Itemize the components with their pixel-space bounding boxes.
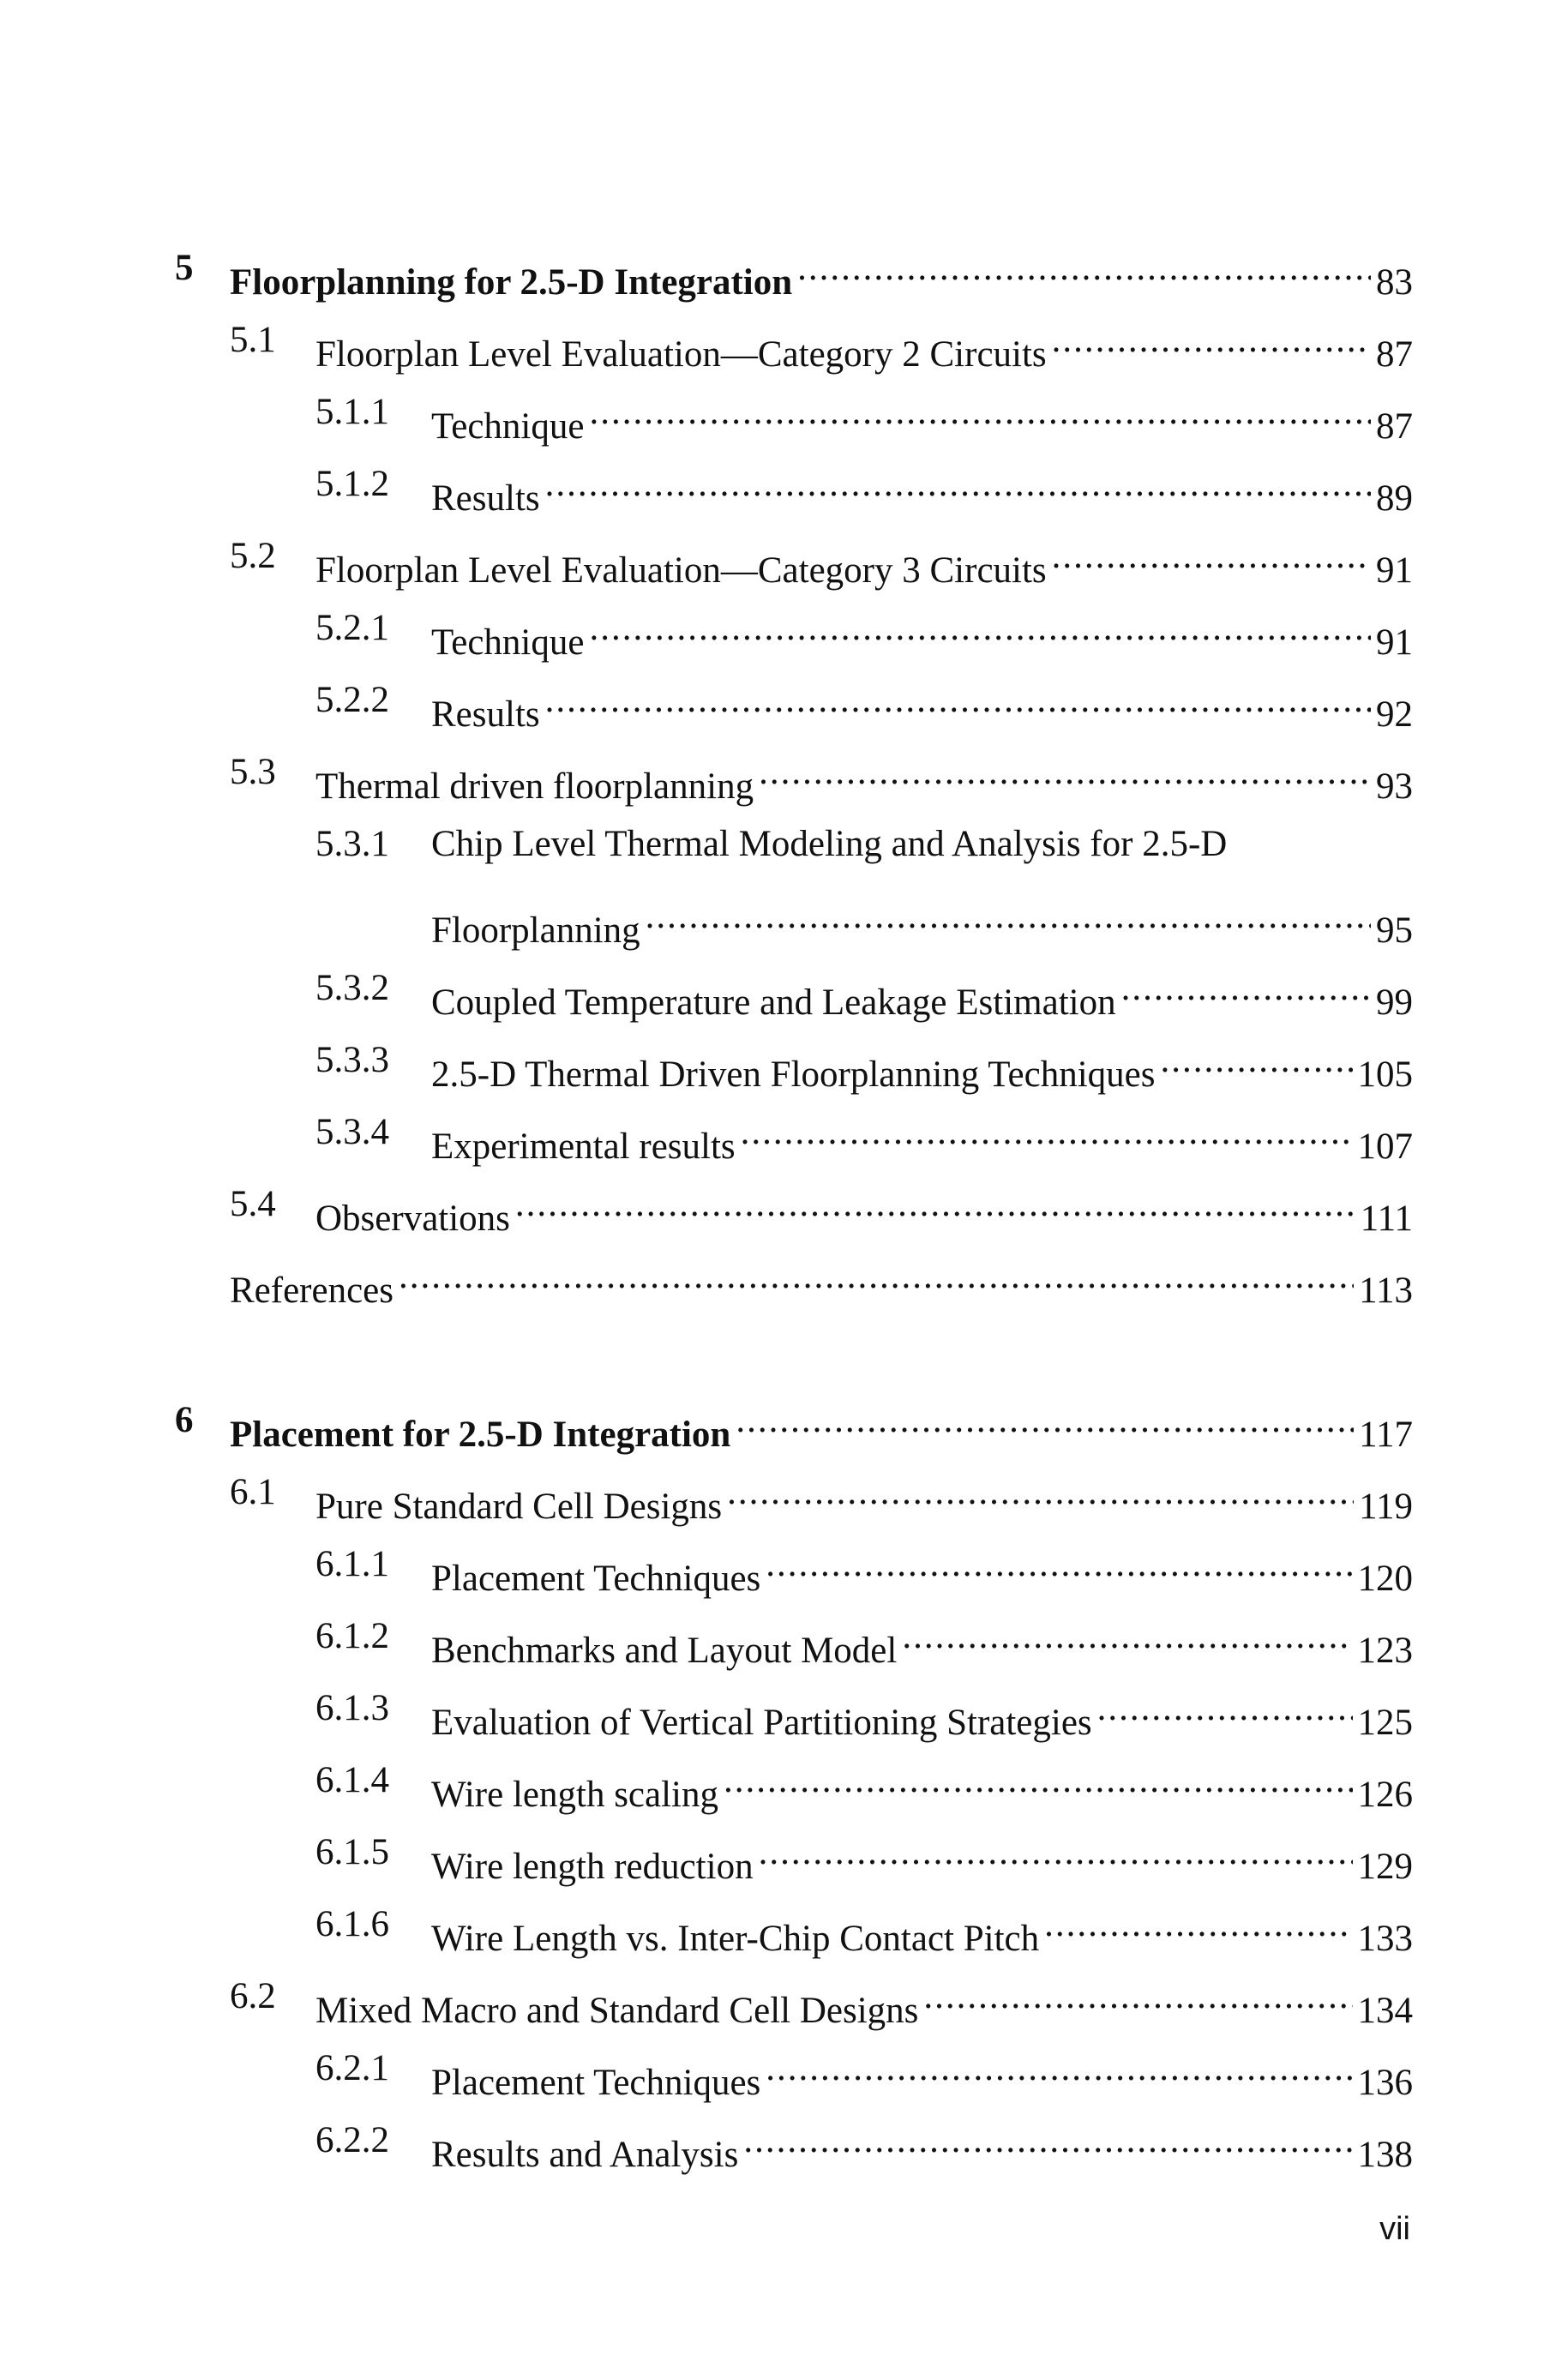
- toc-chapter-6-title: Placement for 2.5-D Integration: [230, 1415, 731, 1455]
- toc-entry-page: 105: [1357, 1054, 1413, 1095]
- toc-leader-dots: [1044, 1899, 1352, 1950]
- toc-entry-title: Wire Length vs. Inter-Chip Contact Pitch: [431, 1919, 1040, 1959]
- toc-entry-6-1[interactable]: [230, 1467, 1413, 1527]
- toc-leader-dots: [759, 747, 1371, 798]
- toc-entry-5-1-1[interactable]: [315, 387, 1413, 447]
- toc-leader-dots: [589, 387, 1371, 438]
- toc-entry-5-1-2[interactable]: [315, 459, 1413, 519]
- toc-leader-dots: [1160, 1035, 1352, 1086]
- toc-entry-number: 6.1: [230, 1472, 276, 1512]
- toc-entry-title: Floorplan Level Evaluation—Category 2 Circuits: [315, 334, 1047, 375]
- toc-entry-title: Floorplan Level Evaluation—Category 3 Circuits: [315, 550, 1047, 591]
- toc-leader-dots: [727, 1467, 1354, 1518]
- toc-entry-title: Pure Standard Cell Designs: [315, 1487, 723, 1527]
- toc-entry-title: Chip Level Thermal Modeling and Analysis for 2.5-D: [431, 824, 1228, 864]
- toc-entry-6-1-1[interactable]: [315, 1539, 1413, 1599]
- toc-references[interactable]: [230, 1251, 1413, 1311]
- toc-entry-number: 5.2.2: [315, 680, 389, 720]
- toc-chapter-5-title: Floorplanning for 2.5-D Integration: [230, 262, 793, 303]
- toc-entry-5-1[interactable]: [230, 315, 1413, 375]
- toc-entry-title: Observations: [315, 1199, 510, 1239]
- toc-entry-page: 120: [1357, 1559, 1413, 1599]
- toc-entry-page: 133: [1357, 1919, 1413, 1959]
- toc-entry-title: Thermal driven floorplanning: [315, 766, 754, 807]
- toc-entry-title: Results: [431, 478, 540, 519]
- toc-entry-title: Technique: [431, 406, 585, 447]
- toc-entry-number: 5.3: [230, 752, 276, 792]
- toc-leader-dots: [1121, 963, 1371, 1014]
- toc-leader-dots: [399, 1251, 1354, 1302]
- toc-chapter-5[interactable]: [175, 243, 1413, 303]
- toc-entry-6-1-2[interactable]: [315, 1611, 1413, 1671]
- toc-entry-number: 6.1.3: [315, 1688, 389, 1728]
- toc-entry-5-3[interactable]: [230, 747, 1413, 807]
- toc-entry-5-4[interactable]: [230, 1179, 1413, 1239]
- toc-entry-5-3-4[interactable]: [315, 1107, 1413, 1167]
- toc-entry-title: Wire length reduction: [431, 1847, 754, 1887]
- toc-entry-number: 6.2.1: [315, 2048, 389, 2088]
- toc-entry-title: Benchmarks and Layout Model: [431, 1631, 898, 1671]
- toc-leader-dots: [1052, 531, 1371, 582]
- toc-leader-dots: [646, 891, 1371, 942]
- toc-leader-dots: [589, 603, 1371, 654]
- toc-entry-page: 125: [1357, 1703, 1413, 1743]
- toc-leader-dots: [766, 1539, 1352, 1590]
- toc-entry-title: Evaluation of Vertical Partitioning Strategies: [431, 1703, 1092, 1743]
- toc-entry-page: 126: [1357, 1775, 1413, 1815]
- toc-entry-page: 111: [1360, 1199, 1413, 1239]
- toc-entry-number: 6.1.4: [315, 1760, 389, 1800]
- toc-chapter-6-number: 6: [175, 1400, 194, 1440]
- toc-entry-5-2-2[interactable]: [315, 675, 1413, 735]
- toc-entry-page: 91: [1376, 550, 1413, 591]
- toc-entry-6-2-2[interactable]: [315, 2115, 1413, 2175]
- toc-entry-number: 5.3.2: [315, 968, 389, 1008]
- toc-entry-page: 91: [1376, 622, 1413, 663]
- toc-chapter-6[interactable]: [175, 1395, 1413, 1455]
- toc-entry-page: 134: [1357, 1991, 1413, 2031]
- toc-entry-6-1-4[interactable]: [315, 1755, 1413, 1815]
- toc-entry-page: 93: [1376, 766, 1413, 807]
- toc-entry-6-1-6[interactable]: [315, 1899, 1413, 1959]
- toc-entry-number: 6.1.6: [315, 1904, 389, 1944]
- toc-leader-dots: [902, 1611, 1352, 1662]
- toc-entry-5-2[interactable]: [230, 531, 1413, 591]
- toc-leader-dots: [545, 675, 1371, 726]
- toc-leader-dots: [1052, 315, 1371, 366]
- toc-entry-6-2[interactable]: [230, 1971, 1413, 2031]
- toc-references-title: References: [230, 1271, 394, 1311]
- toc-entry-title: Wire length scaling: [431, 1775, 718, 1815]
- toc-entry-number: 5.2.1: [315, 608, 389, 648]
- toc-entry-number: 5.1: [230, 320, 276, 360]
- toc-leader-dots: [736, 1395, 1354, 1446]
- toc-leader-dots: [1097, 1683, 1353, 1734]
- toc-leader-dots: [545, 459, 1371, 510]
- toc-entry-number: 5.2: [230, 536, 276, 576]
- toc-entry-page: 92: [1376, 694, 1413, 735]
- toc-entry-number: 5.3.1: [315, 824, 389, 864]
- toc-entry-5-3-3[interactable]: [315, 1035, 1413, 1095]
- toc-entry-page: 119: [1359, 1487, 1413, 1527]
- toc-entry-page: 95: [1376, 910, 1413, 951]
- toc-entry-title: Technique: [431, 622, 585, 663]
- toc-leader-dots: [923, 1971, 1352, 2022]
- toc-entry-title: Placement Techniques: [431, 2063, 761, 2103]
- toc-leader-dots: [759, 1827, 1353, 1878]
- toc-chapter-5-page: 83: [1376, 262, 1413, 303]
- toc-entry-page: 87: [1376, 406, 1413, 447]
- toc-entry-title: Coupled Temperature and Leakage Estimation: [431, 982, 1116, 1023]
- toc-entry-6-1-3[interactable]: [315, 1683, 1413, 1743]
- toc-leader-dots: [724, 1755, 1353, 1806]
- toc-entry-number: 6.1.5: [315, 1832, 389, 1872]
- toc-entry-number: 6.2: [230, 1976, 276, 2016]
- toc-entry-page: 136: [1357, 2063, 1413, 2103]
- toc-entry-number: 6.2.2: [315, 2120, 389, 2160]
- toc-leader-dots: [743, 2115, 1352, 2166]
- toc-entry-page: 87: [1376, 334, 1413, 375]
- toc-entry-number: 6.1.2: [315, 1616, 389, 1656]
- toc-entry-title: 2.5-D Thermal Driven Floorplanning Techniques: [431, 1054, 1156, 1095]
- toc-entry-page: 107: [1357, 1126, 1413, 1167]
- toc-entry-title: Placement Techniques: [431, 1559, 761, 1599]
- toc-entry-title-continued: Floorplanning: [431, 910, 640, 951]
- toc-entry-number: 6.1.1: [315, 1544, 389, 1584]
- toc-chapter-6-page: 117: [1359, 1415, 1413, 1455]
- toc-entry-5-2-1[interactable]: [315, 603, 1413, 663]
- toc-entry-5-3-1-continued[interactable]: [431, 891, 1413, 951]
- toc-entry-title: Experimental results: [431, 1126, 736, 1167]
- toc-chapter-5-number: 5: [175, 248, 194, 288]
- toc-entry-page: 129: [1357, 1847, 1413, 1887]
- toc-entry-number: 5.1.1: [315, 392, 389, 432]
- toc-entry-number: 5.4: [230, 1184, 276, 1224]
- toc-entry-page: 138: [1357, 2135, 1413, 2175]
- toc-entry-page: 89: [1376, 478, 1413, 519]
- toc-entry-number: 5.3.4: [315, 1112, 389, 1152]
- toc-leader-dots: [515, 1179, 1355, 1230]
- toc-entry-number: 5.1.2: [315, 464, 389, 504]
- toc-entry-page: 123: [1357, 1631, 1413, 1671]
- toc-entry-number: 5.3.3: [315, 1040, 389, 1080]
- toc-leader-dots: [797, 243, 1371, 294]
- toc-entry-5-3-2[interactable]: [315, 963, 1413, 1023]
- toc-entry-5-3-1[interactable]: [315, 819, 1413, 870]
- toc-entry-6-2-1[interactable]: [315, 2043, 1413, 2103]
- toc-entry-title: Mixed Macro and Standard Cell Designs: [315, 1991, 919, 2031]
- page-number: vii: [1379, 2211, 1410, 2247]
- toc-entry-title: Results and Analysis: [431, 2135, 739, 2175]
- toc-references-page: 113: [1359, 1271, 1413, 1311]
- toc-entry-page: 99: [1376, 982, 1413, 1023]
- toc-leader-dots: [766, 2043, 1352, 2094]
- toc-entry-title: Results: [431, 694, 540, 735]
- toc-entry-6-1-5[interactable]: [315, 1827, 1413, 1887]
- toc-leader-dots: [741, 1107, 1353, 1158]
